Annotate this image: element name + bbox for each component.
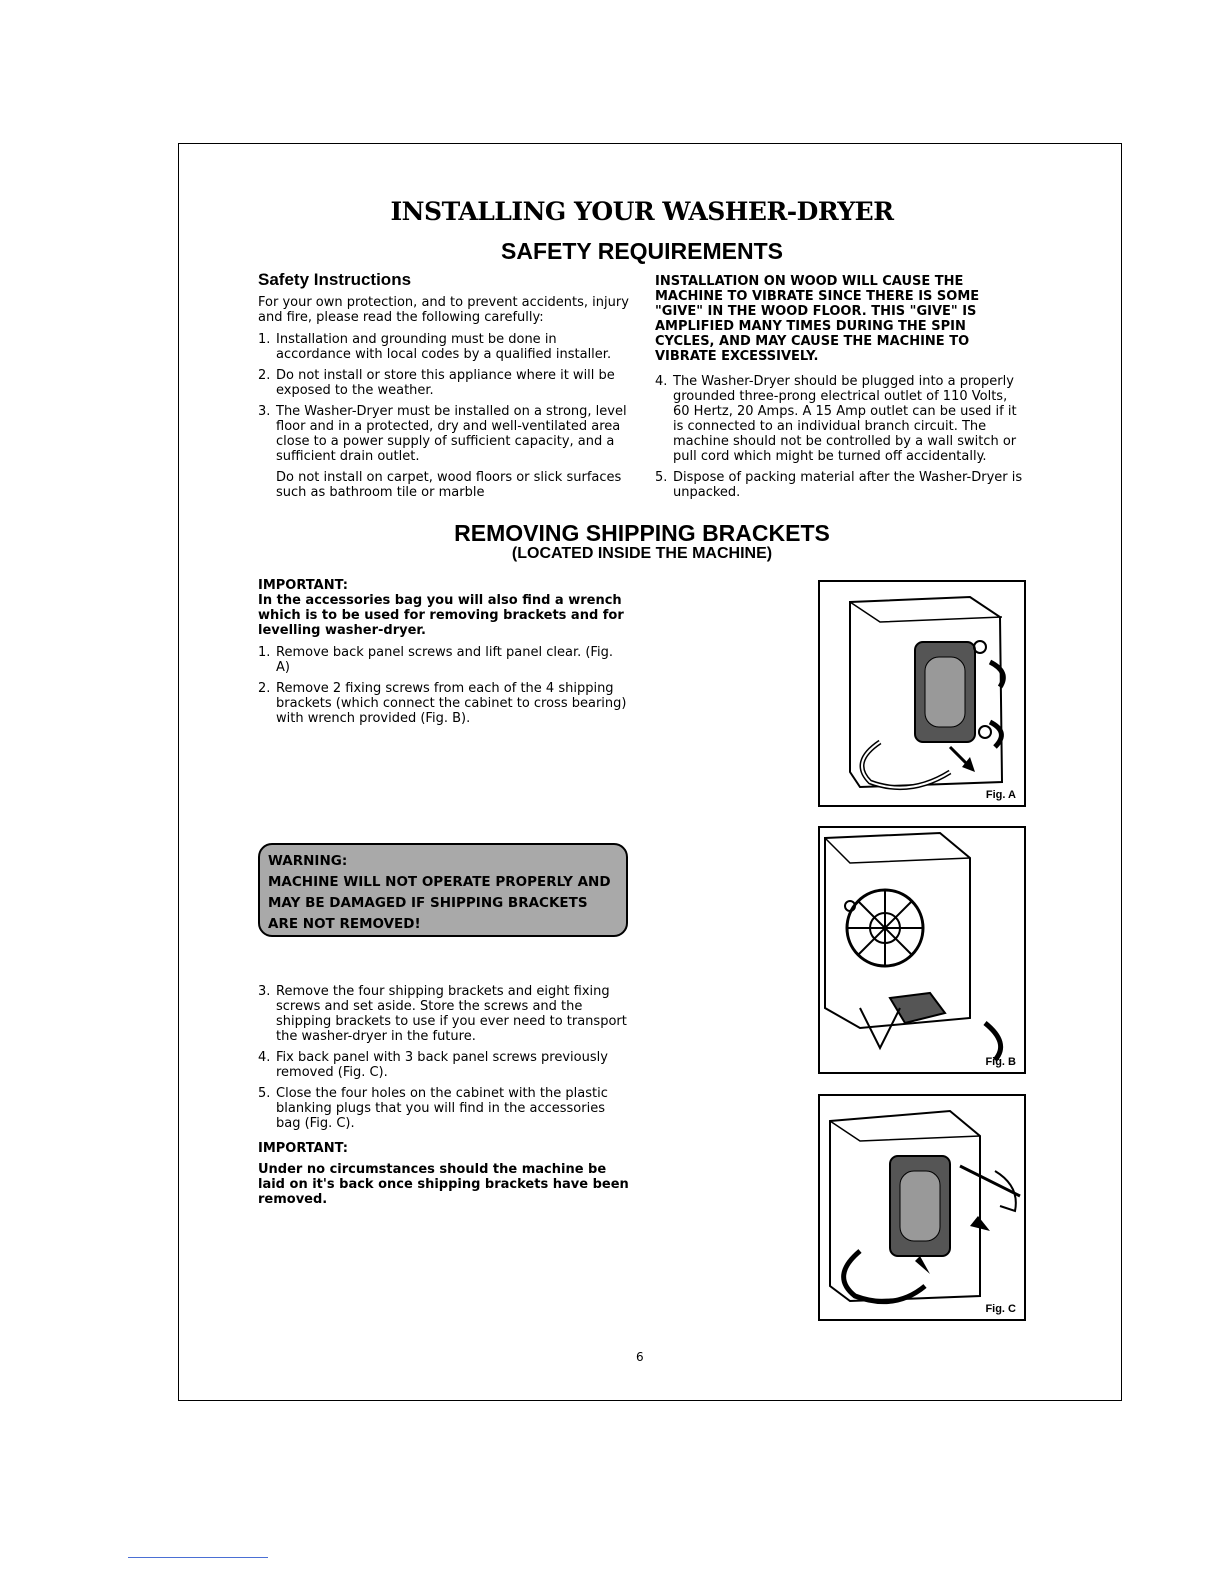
list-item xyxy=(258,332,630,362)
list-item xyxy=(258,645,630,675)
safety-subheading: Safety Instructions xyxy=(258,270,412,289)
warning-text: MACHINE WILL NOT OPERATE PROPERLY AND MAY BE DAMAGED IF SHIPPING BRACKETS ARE NOT REMOVED! xyxy=(268,874,611,932)
figure-b xyxy=(818,826,1026,1074)
brackets-heading: REMOVING SHIPPING BRACKETS xyxy=(454,520,830,546)
item-text: Remove the four shipping brackets and eight fixing screws and set aside. Store the screws and the shipping brackets to use if you ever need to transport the washer-dryer in the future. xyxy=(276,984,627,1044)
item-text: Close the four holes on the cabinet with the plastic blanking plugs that you will find in the accessories bag (Fig. C). xyxy=(276,1086,608,1131)
item-number: 2. xyxy=(258,681,271,696)
washer-back-panel-illustration xyxy=(820,582,1024,805)
page-title: INSTALLING YOUR WASHER-DRYER xyxy=(390,197,894,226)
list-item xyxy=(655,470,1027,500)
item-number: 4. xyxy=(258,1050,271,1065)
item-text: Do not install or store this appliance where it will be exposed to the weather. xyxy=(276,368,615,398)
brackets-steps-first xyxy=(258,578,630,732)
item-text: Installation and grounding must be done in accordance with local codes by a qualified installer. xyxy=(276,332,612,362)
important-text: In the accessories bag you will also find a wrench which is to be used for removing brackets and for levelling washer-dryer. xyxy=(258,593,624,638)
figure-b-caption: Fig. B xyxy=(985,1056,1016,1068)
item-number: 4. xyxy=(655,374,668,389)
back-panel-refit-illustration xyxy=(820,1096,1024,1319)
safety-right-column xyxy=(655,274,1027,506)
safety-list-right xyxy=(655,374,1027,500)
warning-box xyxy=(258,843,628,937)
item-number: 3. xyxy=(258,984,271,999)
item-number: 1. xyxy=(258,645,271,660)
list-item xyxy=(258,1050,630,1080)
safety-instructions xyxy=(258,272,630,506)
item-text: The Washer-Dryer must be installed on a strong, level floor and in a protected, dry and well-ventilated area close to a power supply of sufficient capacity, and a sufficient drain outlet. xyxy=(276,404,627,464)
figure-a xyxy=(818,580,1026,807)
footer-rule xyxy=(128,1557,268,1558)
item-text: The Washer-Dryer should be plugged into a properly grounded three-prong electrical outlet of 110 Volts, 60 Hertz, 20 Amps. A 15 Amp outlet can be used if it is connected to an individual branch circuit. The machine should not be controlled by a wall switch or pull cord which might be turned off accidentally. xyxy=(673,374,1017,464)
list-item xyxy=(258,681,630,726)
figure-c-caption: Fig. C xyxy=(985,1303,1016,1315)
item-extra-text: Do not install on carpet, wood floors or slick surfaces such as bathroom tile or marble xyxy=(276,470,622,500)
item-number: 5. xyxy=(655,470,668,485)
item-number: 5. xyxy=(258,1086,271,1101)
shipping-bracket-removal-illustration xyxy=(820,828,1024,1072)
brackets-subheading: (LOCATED INSIDE THE MACHINE) xyxy=(511,545,773,562)
important-label-2: IMPORTANT: xyxy=(258,1141,348,1156)
list-item xyxy=(655,374,1027,464)
steps-list-b xyxy=(258,984,630,1131)
figure-a-caption: Fig. A xyxy=(985,789,1016,801)
item-text: Dispose of packing material after the Washer-Dryer is unpacked. xyxy=(673,470,1023,500)
item-number: 2. xyxy=(258,368,271,383)
item-number: 3. xyxy=(258,404,271,419)
important-text-2: Under no circumstances should the machine be laid on it's back once shipping brackets have been removed. xyxy=(258,1162,629,1207)
list-item xyxy=(258,404,630,500)
safety-intro: For your own protection, and to prevent accidents, injury and fire, please read the following carefully: xyxy=(258,295,629,325)
safety-heading: SAFETY REQUIREMENTS xyxy=(501,238,783,264)
item-text: Remove back panel screws and lift panel clear. (Fig. A) xyxy=(276,645,613,675)
important-label: IMPORTANT: xyxy=(258,578,348,593)
safety-list xyxy=(258,332,630,500)
page-number: 6 xyxy=(636,1350,644,1364)
brackets-steps-second xyxy=(258,984,630,1214)
list-item xyxy=(258,368,630,398)
list-item xyxy=(258,984,630,1044)
figure-c xyxy=(818,1094,1026,1321)
steps-list-a xyxy=(258,645,630,726)
warning-label: WARNING: xyxy=(268,853,348,869)
wood-floor-warning: INSTALLATION ON WOOD WILL CAUSE THE MACHINE TO VIBRATE SINCE THERE IS SOME "GIVE" IN THE WOOD FLOOR. THIS "GIVE" IS AMPLIFIED MANY TIMES DURING THE SPIN CYCLES, AND MAY CAUSE THE MACHINE TO VIBRATE EXCESSIVELY. xyxy=(655,274,980,364)
list-item xyxy=(258,1086,630,1131)
item-text: Remove 2 fixing screws from each of the 4 shipping brackets (which connect the cabinet to cross bearing) with wrench provided (Fig. B). xyxy=(276,681,627,726)
item-number: 1. xyxy=(258,332,271,347)
item-text: Fix back panel with 3 back panel screws previously removed (Fig. C). xyxy=(276,1050,608,1080)
